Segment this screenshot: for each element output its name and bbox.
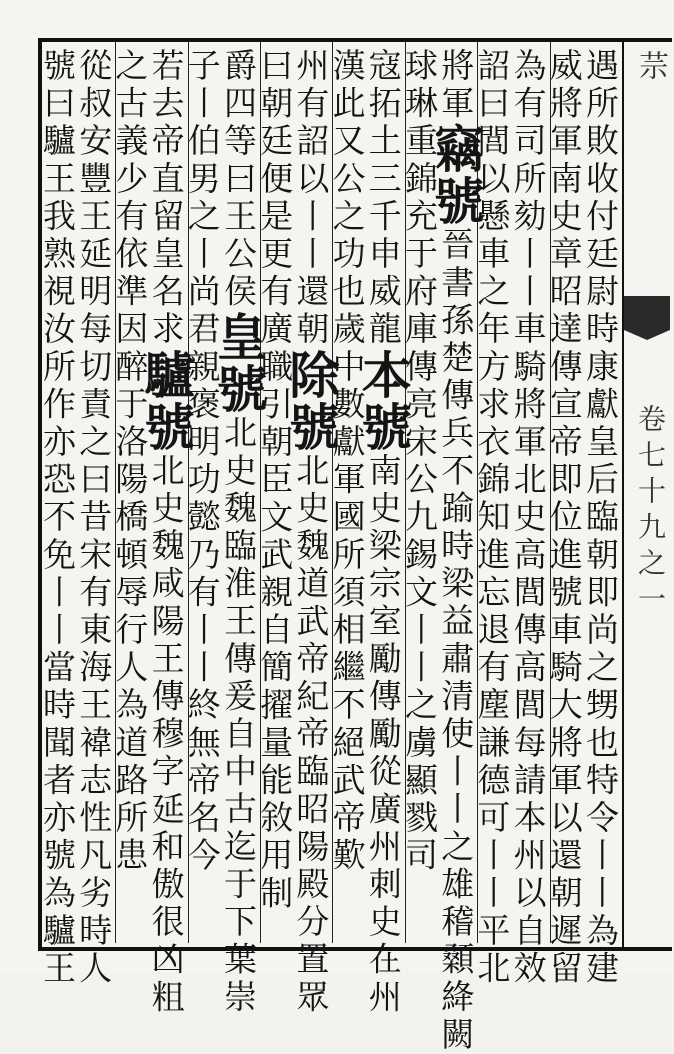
text-column <box>136 48 196 1017</box>
entry-heading: 驢號 <box>136 348 196 453</box>
entry-heading: 竊號 <box>426 123 486 228</box>
margin-fascicle-label: 卷七十九之一 <box>634 404 667 620</box>
column-text: 遇所敗收付廷尉時康獻皇后臨朝即尚之甥也特令丨丨為建 <box>580 48 620 988</box>
text-column <box>399 48 441 938</box>
column-text: 尚君親褒明功懿乃有丨丨終無帝名今 <box>182 273 222 876</box>
column-text: 北史魏道武帝紀帝臨昭陽殿分置眾 <box>291 452 331 1017</box>
text-column <box>327 48 368 938</box>
text-column <box>182 48 224 938</box>
column-text: 歲中數獻軍國所須相繼不絕武帝歎 <box>327 311 367 876</box>
column-text: 從叔安豐王延明每切責之曰昔宋有東海王褘志性凡劣時人 <box>74 48 114 988</box>
column-rule <box>115 42 116 943</box>
text-column <box>508 48 549 988</box>
column-text: 漢此又公之功也 <box>327 48 367 312</box>
column-text: 晉書孫楚傳兵不踰時梁益肅清使丨丨之雄稽顙絳闕 <box>436 227 476 1054</box>
text-column <box>74 48 115 988</box>
column-text: 爵四等曰王公侯 <box>218 48 258 312</box>
column-text: 北史魏臨淮王傳爰自中古迄于下葉崇 <box>218 415 258 1017</box>
column-rule <box>405 42 406 943</box>
column-text: 之古義少有依準 <box>110 48 150 312</box>
text-column <box>208 48 268 1017</box>
column-text: 號曰驢王我熟視汝所作亦恐不免丨丨當時聞者亦號為驢王 <box>37 48 77 988</box>
column-text: 威將軍南史章昭達傳宣帝即位進號車騎大將軍以還朝遲留 <box>544 48 584 988</box>
column-text: 為有司所劾丨丨車騎將軍北史高閭傳高閭每請本州以自效 <box>508 48 548 988</box>
column-text: 寇拓土三千申威龍 <box>363 48 403 349</box>
entry-heading: 除號 <box>281 348 341 453</box>
column-text: 若去帝直留皇名求 <box>146 48 186 349</box>
column-rule <box>332 42 333 943</box>
column-text: 將軍 <box>436 48 476 124</box>
text-column <box>37 48 79 988</box>
column-text: 職引朝臣文武親自簡擢量能敘用制 <box>255 348 295 913</box>
text-column <box>281 48 341 1017</box>
column-rule <box>260 42 261 943</box>
column-rule <box>188 42 189 943</box>
column-text: 曰朝廷便是更有廣 <box>255 48 295 349</box>
entry-heading: 本號 <box>353 348 413 453</box>
column-rule <box>550 42 551 943</box>
fish-tail-mark <box>624 296 670 330</box>
column-text: 子丨伯男之丨 <box>182 48 222 274</box>
text-column <box>544 48 586 988</box>
column-text: 詔曰閭以懸車之年方求衣錦知進忘退有塵謙德可丨丨平北 <box>472 48 512 988</box>
entry-heading: 皇號 <box>208 311 268 416</box>
text-column <box>255 48 296 938</box>
text-column <box>580 48 622 988</box>
column-text: 南史梁宗室勵傳勵從廣州刺史在州 <box>363 452 403 1017</box>
column-text: 北史魏咸陽王傳穆字延和傲很凶粗 <box>146 452 186 1017</box>
margin-title-top: 䒬 <box>633 50 668 86</box>
column-text: 因醉于洛陽橋頓辱行人為道路所患 <box>110 311 150 876</box>
text-column <box>110 48 151 938</box>
text-column <box>353 48 413 1017</box>
column-text: 球琳重錦充于府庫傳亮宋公九錫文丨丨之虜顯戮司 <box>399 48 439 876</box>
column-text: 州有詔以丨丨還朝 <box>291 48 331 349</box>
text-column <box>426 48 486 1054</box>
